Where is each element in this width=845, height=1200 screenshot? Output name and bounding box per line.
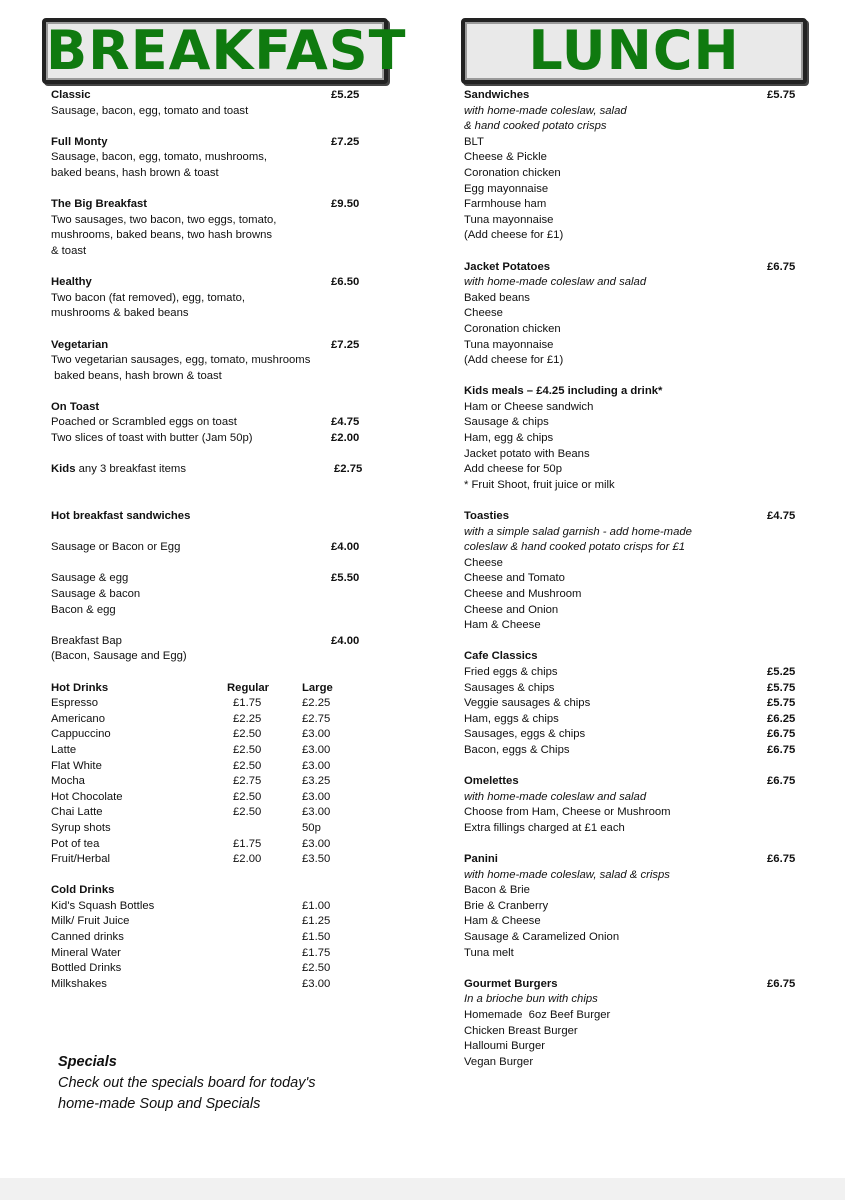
list-item: Vegan Burger (464, 1055, 534, 1068)
table-row (51, 821, 362, 837)
list-item: Sausage & Caramelized Onion (464, 931, 620, 944)
list-item: Jacket potato with Beans (464, 447, 590, 460)
list-item: Chicken Breast Burger (464, 1024, 578, 1037)
drink-price: £1.00 (302, 899, 331, 912)
drink-regular-price: £2.50 (233, 743, 262, 756)
list-item: Ham or Cheese sandwich (464, 400, 594, 413)
menu-item-burgers (464, 977, 804, 1071)
item-desc: baked beans, hash brown & toast (51, 369, 222, 382)
menu-item-jacket-potatoes (464, 260, 804, 369)
drink-price: £2.50 (302, 962, 331, 975)
item-title: Healthy (51, 276, 92, 289)
section-hot-sandwiches-title (51, 509, 371, 525)
item-subtitle: with home-made coleslaw, salad (464, 104, 627, 117)
drink-large-price: £3.50 (302, 853, 331, 866)
item-title: Jacket Potatoes (464, 260, 551, 273)
drink-price: £1.50 (302, 931, 331, 944)
item-desc: (Bacon, Sausage and Egg) (51, 650, 187, 663)
list-item: Tuna mayonnaise (464, 213, 554, 226)
list-item: Extra fillings charged at £1 each (464, 821, 625, 834)
item-price: £6.75 (767, 260, 796, 273)
cold-drinks-table (51, 883, 362, 992)
drink-name: Chai Latte (51, 806, 103, 819)
menu-item-kids (51, 462, 371, 478)
list-item: Cheese and Tomato (464, 572, 565, 585)
drink-large-price: £3.00 (302, 790, 331, 803)
drink-large-price: £3.00 (302, 759, 331, 772)
table-row (51, 899, 362, 915)
menu-item-vegetarian (51, 338, 371, 385)
item-desc: Sausages, eggs & chips (464, 728, 586, 741)
drink-large-price: 50p (302, 821, 321, 834)
menu-item-sandwich-double (51, 571, 371, 618)
item-desc: mushrooms, baked beans, two hash browns (51, 229, 273, 242)
table-row (51, 852, 362, 868)
specials-note (58, 1052, 388, 1115)
item-price: £4.00 (331, 634, 360, 647)
item-desc: Sausage or Bacon or Egg (51, 541, 181, 554)
list-item (464, 712, 804, 728)
drink-name: Mineral Water (51, 946, 121, 959)
hot-drinks-table (51, 681, 362, 868)
table-row (51, 977, 362, 993)
item-title: Kids (51, 463, 76, 476)
drink-large-price: £2.75 (302, 712, 331, 725)
item-desc: & toast (51, 244, 87, 257)
lunch-header: LUNCH (461, 18, 807, 84)
item-title: On Toast (51, 400, 100, 413)
item-price: £6.75 (767, 853, 796, 866)
item-desc: Breakfast Bap (51, 634, 122, 647)
item-desc: Two sausages, two bacon, two eggs, tomato, (51, 213, 277, 226)
item-desc: Ham, eggs & chips (464, 712, 559, 725)
drink-large-price: £3.25 (302, 775, 331, 788)
item-price: £6.75 (767, 977, 796, 990)
drink-regular-price: £2.50 (233, 790, 262, 803)
item-subtitle: In a brioche bun with chips (464, 993, 598, 1006)
item-title: Vegetarian (51, 338, 109, 351)
item-price: £9.50 (331, 198, 360, 211)
drink-regular-price: £2.50 (233, 759, 262, 772)
item-desc: Veggie sausages & chips (464, 697, 591, 710)
drink-name: Kid's Squash Bottles (51, 899, 155, 912)
table-row (51, 743, 362, 759)
table-row (51, 805, 362, 821)
item-title: Omelettes (464, 775, 519, 788)
list-item: Add cheese for 50p (464, 463, 562, 476)
item-price: £6.25 (767, 712, 796, 725)
list-item: Tuna melt (464, 946, 514, 959)
item-price: £4.00 (331, 541, 360, 554)
specials-line: home-made Soup and Specials (58, 1096, 261, 1112)
drink-name: Milkshakes (51, 977, 107, 990)
item-price: £6.50 (331, 276, 360, 289)
item-title: Sandwiches (464, 89, 530, 101)
item-subtitle: with home-made coleslaw and salad (464, 790, 647, 803)
list-item: Cheese (464, 307, 503, 320)
drink-large-price: £3.00 (302, 837, 331, 850)
item-desc: Fried eggs & chips (464, 665, 558, 678)
drink-regular-price: £2.75 (233, 775, 262, 788)
item-desc: Bacon, eggs & Chips (464, 743, 570, 756)
item-title: The Big Breakfast (51, 198, 148, 211)
item-desc: Two vegetarian sausages, egg, tomato, mushrooms (51, 354, 311, 367)
item-title: Toasties (464, 510, 509, 523)
menu-item-kids-meals (464, 384, 804, 493)
item-desc: Poached or Scrambled eggs on toast (51, 416, 237, 429)
list-item: Halloumi Burger (464, 1040, 545, 1053)
list-item: * Fruit Shoot, fruit juice or milk (464, 478, 615, 491)
drink-price: £1.75 (302, 946, 331, 959)
item-subtitle: & hand cooked potato crisps (464, 120, 607, 133)
drink-regular-price: £2.50 (233, 728, 262, 741)
item-desc: Bacon & egg (51, 603, 116, 616)
drink-name: Latte (51, 743, 77, 756)
drink-regular-price: £2.25 (233, 712, 262, 725)
table-row (51, 727, 362, 743)
item-subtitle: with home-made coleslaw and salad (464, 276, 647, 289)
list-item: Tuna mayonnaise (464, 338, 554, 351)
drink-name: Milk/ Fruit Juice (51, 915, 130, 928)
drink-name: Canned drinks (51, 931, 124, 944)
drink-price: £1.25 (302, 915, 331, 928)
item-subtitle: coleslaw & hand cooked potato crisps for £1 (464, 541, 686, 554)
item-title: Panini (464, 853, 498, 866)
menu-item-healthy (51, 275, 371, 322)
item-desc: any 3 breakfast items (75, 463, 186, 476)
drink-name: Espresso (51, 697, 99, 710)
list-item: Choose from Ham, Cheese or Mushroom (464, 806, 671, 819)
item-title: Full Monty (51, 135, 108, 148)
table-row (51, 696, 362, 712)
drink-price: £3.00 (302, 977, 331, 990)
item-price: £5.75 (767, 681, 796, 694)
section-title: Hot breakfast sandwiches (51, 510, 191, 523)
drink-name: Fruit/Herbal (51, 853, 111, 866)
table-row (51, 712, 362, 728)
drink-name: Syrup shots (51, 821, 111, 834)
item-price: £5.75 (767, 89, 796, 101)
item-price: £6.75 (767, 728, 796, 741)
item-price: £6.75 (767, 775, 796, 788)
item-price: £7.25 (331, 338, 360, 351)
page-bottom-band (0, 1178, 845, 1200)
item-title: Gourmet Burgers (464, 977, 558, 990)
list-item: Ham, egg & chips (464, 432, 554, 445)
menu-item-classic (51, 88, 371, 119)
list-item: Sausage & chips (464, 416, 549, 429)
menu-item-breakfast-bap (51, 634, 371, 665)
table-row (51, 914, 362, 930)
list-item: Farmhouse ham (464, 198, 547, 211)
column-regular: Regular (227, 681, 270, 694)
item-price: £2.00 (331, 432, 360, 445)
item-price: £4.75 (331, 416, 360, 429)
list-item: Egg mayonnaise (464, 182, 549, 195)
lunch-column (464, 88, 804, 1086)
list-item: Ham & Cheese (464, 915, 541, 928)
item-title: Classic (51, 89, 91, 101)
item-price: £7.25 (331, 135, 360, 148)
list-item (464, 743, 804, 759)
menu-item-sandwich-single (51, 540, 371, 556)
drink-name: Mocha (51, 775, 85, 788)
item-desc: Sausages & chips (464, 681, 555, 694)
list-item: (Add cheese for £1) (464, 354, 564, 367)
list-item: BLT (464, 135, 484, 148)
item-price: £6.75 (767, 743, 796, 756)
menu-item-cafe-classics (464, 649, 804, 758)
drink-name: Cappuccino (51, 728, 111, 741)
drink-regular-price: £2.50 (233, 806, 262, 819)
list-item: Cheese and Mushroom (464, 588, 582, 600)
item-subtitle: with a simple salad garnish - add home-made (464, 525, 692, 538)
menu-item-panini (464, 852, 804, 961)
table-row (51, 759, 362, 775)
table-row (51, 930, 362, 946)
breakfast-header: BREAKFAST (42, 18, 388, 84)
list-item (464, 665, 804, 681)
specials-line: Check out the specials board for today's (58, 1075, 316, 1091)
specials-title: Specials (58, 1054, 117, 1070)
menu-item-big-breakfast (51, 197, 371, 259)
item-title: Kids meals – £4.25 including a drink* (464, 385, 663, 398)
item-price: £5.25 (767, 665, 796, 678)
drink-regular-price (227, 821, 302, 837)
item-desc: Two slices of toast with butter (Jam 50p) (51, 432, 253, 445)
hot-drinks-title: Hot Drinks (51, 681, 109, 694)
list-item: Homemade 6oz Beef Burger (464, 1009, 611, 1022)
item-desc: Two bacon (fat removed), egg, tomato, (51, 291, 246, 304)
list-item: Coronation chicken (464, 166, 561, 179)
drink-large-price: £2.25 (302, 697, 331, 710)
item-price: £5.75 (767, 697, 796, 710)
list-item (464, 681, 804, 697)
menu-item-full-monty (51, 135, 371, 182)
drink-regular-price: £2.00 (233, 853, 262, 866)
table-row (51, 774, 362, 790)
item-desc: Sausage & bacon (51, 588, 141, 600)
table-row (51, 790, 362, 806)
list-item: Cheese and Onion (464, 603, 559, 616)
item-price: £2.75 (334, 463, 363, 476)
drink-name: Pot of tea (51, 837, 100, 850)
drink-regular-price: £1.75 (233, 697, 262, 710)
menu-item-sandwiches (464, 88, 804, 244)
table-row (51, 946, 362, 962)
drink-name: Flat White (51, 759, 102, 772)
menu-item-toasties (464, 509, 804, 634)
list-item (464, 696, 804, 712)
column-large: Large (302, 681, 333, 694)
item-price: £5.25 (331, 89, 360, 101)
item-subtitle: with home-made coleslaw, salad & crisps (464, 868, 670, 881)
list-item (464, 727, 804, 743)
list-item: Cheese & Pickle (464, 151, 547, 164)
list-item: Brie & Cranberry (464, 899, 549, 912)
list-item: (Add cheese for £1) (464, 229, 564, 242)
list-item: Cheese (464, 556, 503, 569)
cold-drinks-title: Cold Drinks (51, 884, 115, 897)
drink-large-price: £3.00 (302, 806, 331, 819)
item-desc: mushrooms & baked beans (51, 307, 189, 320)
table-row (51, 837, 362, 853)
table-row (51, 961, 362, 977)
item-desc: Sausage & egg (51, 572, 129, 585)
item-desc: Sausage, bacon, egg, tomato, mushrooms, (51, 151, 268, 164)
drink-name: Hot Chocolate (51, 790, 123, 803)
drink-large-price: £3.00 (302, 728, 331, 741)
list-item: Ham & Cheese (464, 619, 541, 632)
item-desc: Sausage, bacon, egg, tomato and toast (51, 104, 249, 117)
item-price: £5.50 (331, 572, 360, 585)
menu-item-omelettes (464, 774, 804, 836)
drink-regular-price: £1.75 (233, 837, 262, 850)
list-item: Baked beans (464, 291, 530, 304)
list-item: Bacon & Brie (464, 884, 530, 897)
item-desc: baked beans, hash brown & toast (51, 166, 219, 179)
menu-item-on-toast (51, 400, 371, 447)
hot-drinks-rows (51, 696, 362, 868)
breakfast-column (51, 88, 371, 1008)
item-title: Cafe Classics (464, 650, 538, 663)
list-item: Coronation chicken (464, 322, 561, 335)
drink-name: Americano (51, 712, 105, 725)
item-price: £4.75 (767, 510, 796, 523)
drink-name: Bottled Drinks (51, 962, 122, 975)
drink-large-price: £3.00 (302, 743, 331, 756)
